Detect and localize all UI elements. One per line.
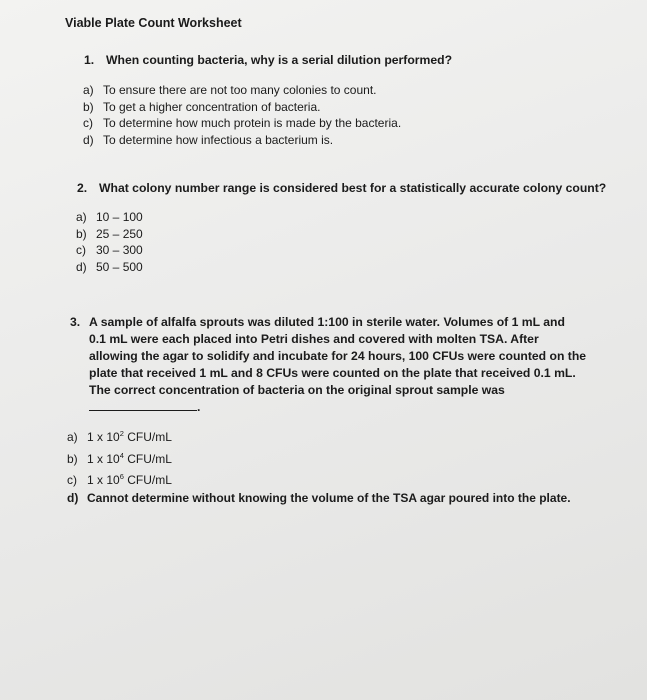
option-d[interactable]: d) Cannot determine without knowing the volume of the TSA agar poured into the plate.	[67, 490, 571, 505]
option-a[interactable]: a) 10 – 100	[76, 210, 143, 224]
option-a[interactable]: a) To ensure there are not too many colonies to count.	[83, 83, 377, 97]
question-number: 2.	[77, 181, 88, 195]
question-2-options	[76, 209, 143, 275]
worksheet-title: Viable Plate Count Worksheet	[65, 16, 242, 30]
option-d[interactable]: d) To determine how infectious a bacterium is.	[83, 132, 334, 147]
question-number: 1.	[84, 53, 95, 67]
option-b[interactable]: b) 1 x $10^4$ CFU/mL	[67, 450, 172, 466]
question-1	[84, 52, 452, 69]
option-c[interactable]: c) 1 x $10^6$ CFU/mL	[67, 472, 172, 487]
option-a[interactable]: a) 1 x $10^2$ CFU/mL	[67, 429, 172, 444]
answer-blank[interactable]: .	[89, 399, 590, 416]
question-3-options	[67, 425, 571, 507]
question-text: When counting bacteria, why is a serial dilution performed?	[106, 53, 453, 67]
question-3	[70, 314, 590, 416]
question-text: What colony number range is considered best for a statistically accurate colony count?	[99, 181, 607, 195]
question-2	[77, 180, 606, 197]
option-b[interactable]: b) 25 – 250	[76, 226, 143, 241]
question-text: A sample of alfalfa sprouts was diluted 1:100 in sterile water. Volumes of 1 mL and 0.1 mL were each placed into Petri dishes and covered with molten TSA. After allowing the agar to solidify and incubate for 24 hours, 100 CFUs were counted on the plate that received 1 mL and 8 CFUs were counted on the plate that received 0.1 mL. The correct concentration of bacteria on the original sprout sample was .	[89, 314, 590, 416]
option-b[interactable]: b) To get a higher concentration of bacteria.	[83, 99, 321, 114]
question-1-options	[83, 82, 401, 148]
option-d[interactable]: d) 50 – 500	[76, 259, 143, 274]
option-c[interactable]: c) To determine how much protein is made by the bacteria.	[83, 116, 402, 130]
option-c[interactable]: c) 30 – 300	[76, 243, 143, 257]
question-number: 3.	[70, 315, 81, 329]
